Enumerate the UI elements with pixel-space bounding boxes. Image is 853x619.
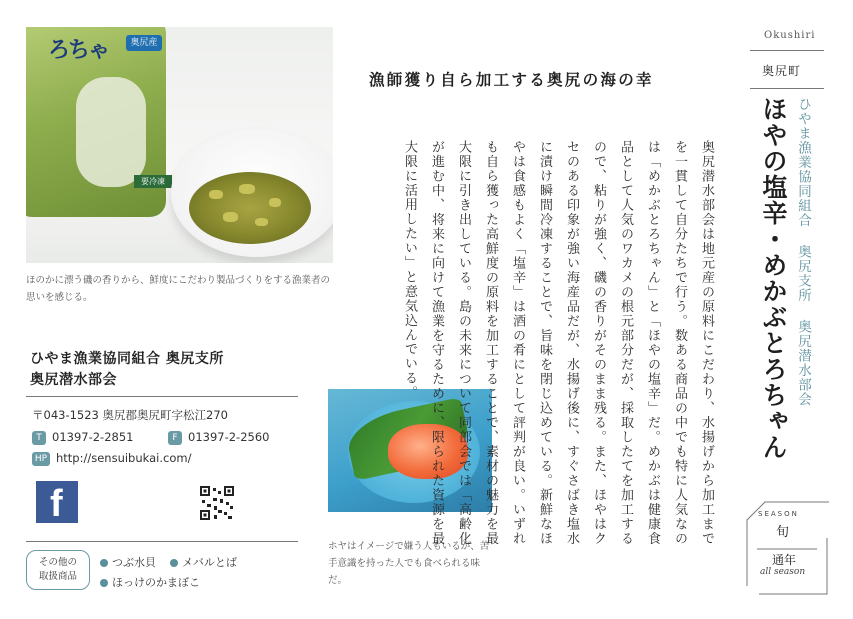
facebook-glyph: f bbox=[50, 483, 63, 525]
list-item: メバルとば bbox=[170, 554, 237, 570]
fax-number: 01397-2-2560 bbox=[188, 430, 270, 444]
photo-caption: ホヤはイメージで嫌う人もいるが、苦手意識を持った人でも食べられる味だ。 bbox=[328, 541, 490, 586]
other-products-label-line2: 取扱商品 bbox=[38, 571, 77, 582]
phone bbox=[32, 430, 133, 445]
divider bbox=[750, 50, 824, 51]
fax-icon: F bbox=[168, 431, 182, 445]
facebook-icon[interactable] bbox=[36, 481, 78, 523]
season-label: SEASON bbox=[758, 510, 799, 518]
homepage-link[interactable]: http://sensuibukai.com/ bbox=[56, 451, 192, 465]
org-line-1: ひやま漁業協同組合 奥尻支所 bbox=[30, 351, 224, 367]
photo-caption: ほのかに漂う磯の香りから、鮮度にこだわり製品づくりをする漁業者の思いを感じる。 bbox=[26, 275, 331, 303]
product-title: ほやの塩辛・めかぶとろちゃん bbox=[759, 96, 788, 460]
list-item: つぶ水貝 bbox=[100, 554, 156, 570]
org-line-2: 奥尻潜水部会 bbox=[30, 372, 117, 388]
season-value-en: all season bbox=[760, 567, 806, 577]
phone-number: 01397-2-2851 bbox=[52, 430, 134, 444]
article-headline: 漁師獲り自ら加工する奥尻の海の幸 bbox=[369, 71, 654, 89]
product-photo bbox=[26, 27, 333, 263]
area-name-en: Okushiri bbox=[764, 30, 816, 41]
producer-subtitle: ひやま漁業協同組合 奥尻支所 奥尻潜水部会 bbox=[795, 97, 811, 407]
article-body: 奥尻潜水部会は地元産の原料にこだわり、水揚げから加工までを一貫して自分たちで行う。数ある商品の中でも特に人気なのは「めかぶとろちゃん」と「ほやの塩辛」だ。めかぶは健康食品として人気のワカメの根元部分だが、採取したてを加工するので、粘りが強く、磯の香りがそのまま残る。また、ほやはクセのある印象が強い海産品だが、水揚げ後に、すぐさばき塩水に漬け瞬間冷凍することで、旨味を閉じ込めている。新鮮なほやは食感もよく「塩辛」は酒の肴にとして評判が良い。いずれも自ら獲った高鮮度の原料を加工することで、素材の魅力を最大限に引き出している。島の未来について同部会では「高齢化が進む中、将来に向けて漁業を守るために、限られた資源を最大限に活用したい」と意気込んでいる。 bbox=[402, 140, 714, 546]
phone-icon: T bbox=[32, 431, 46, 445]
fax bbox=[168, 430, 269, 445]
package-label: ろちゃ bbox=[48, 38, 109, 63]
homepage bbox=[32, 451, 191, 466]
organization-name bbox=[30, 349, 224, 391]
season-value: 通年 bbox=[772, 553, 797, 567]
other-products-label bbox=[26, 550, 90, 590]
package-origin-tag: 奥尻産 bbox=[126, 35, 162, 51]
homepage-icon: HP bbox=[32, 452, 50, 466]
season-kanji: 旬 bbox=[776, 525, 790, 540]
town-name: 奥尻町 bbox=[762, 64, 802, 78]
divider bbox=[750, 88, 824, 89]
bullet-icon bbox=[100, 559, 108, 567]
qr-code-icon bbox=[200, 486, 234, 520]
other-products-label-line1: その他の bbox=[38, 557, 77, 568]
bullet-icon bbox=[170, 559, 178, 567]
package-frozen-badge: 要冷凍 bbox=[134, 175, 172, 188]
list-item: ほっけのかまぼこ bbox=[100, 574, 200, 590]
divider bbox=[26, 541, 298, 542]
divider bbox=[26, 396, 298, 397]
package-window bbox=[76, 77, 146, 187]
address: 〒043-1523 奥尻郡奥尻町字松江270 bbox=[32, 408, 228, 422]
bullet-icon bbox=[100, 579, 108, 587]
mekabu-food bbox=[189, 172, 311, 244]
